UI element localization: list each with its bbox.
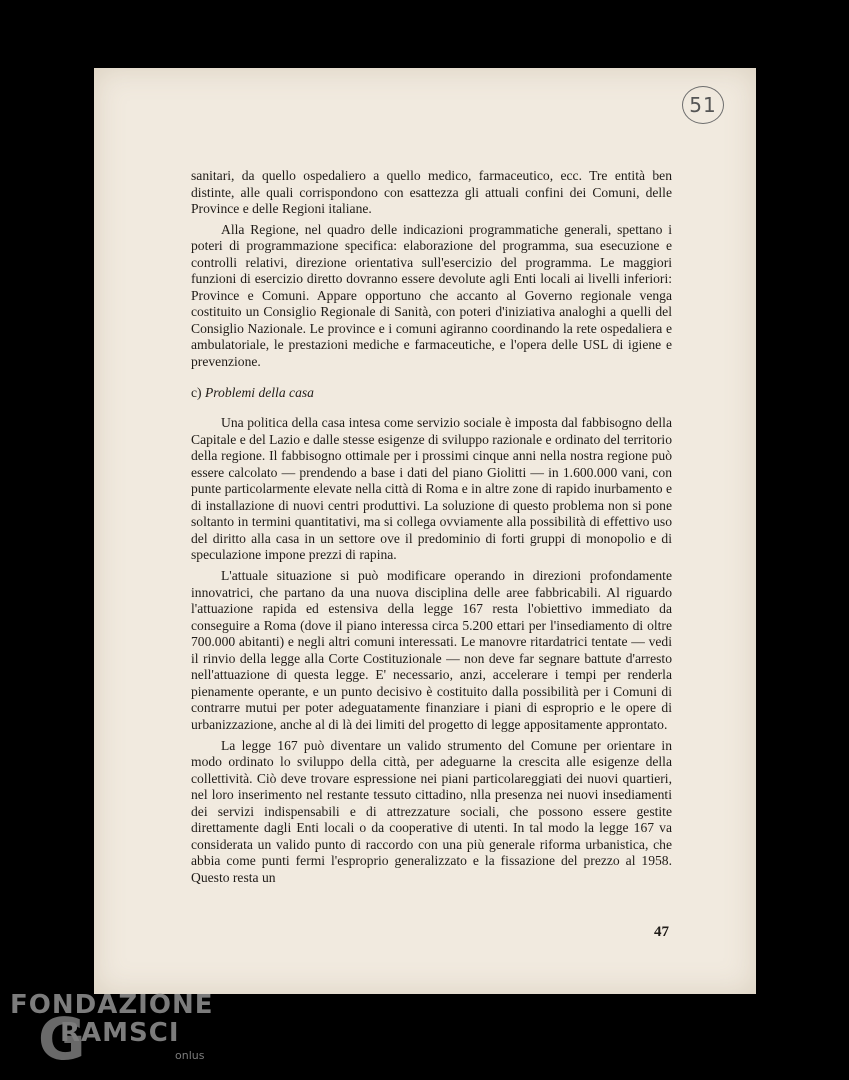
handwritten-note-text: 51 — [689, 93, 717, 117]
page-number: 47 — [654, 924, 669, 940]
paragraph: La legge 167 può diventare un valido strumento del Comune per orientare in modo ordinato lo sviluppo della città, per adeguarne la crescita alle esigenze della collettività. Ciò deve trovare espressione nei piani particolareggiati dei nuovi quartieri, nel loro inserimento nel restante tessuto cittadino, nlla presenza nei nuovi insediamenti dei servizi indispensabili e di attrezzature sociali, che possono essere gestite direttamente dagli Enti locali o da cooperative di utenti. In tal modo la legge 167 va considerata un valido punto di raccordo con una più generale riforma urbanistica, che abbia come punti fermi l'esproprio generalizzato e la fissazione del prezzo al 1958. Questo resta un — [191, 737, 672, 885]
fondazione-gramsci-logo — [10, 990, 230, 1073]
section-heading — [191, 385, 672, 402]
logo-line-1: FONDAZIONE — [10, 990, 214, 1020]
logo-initial: G — [38, 1005, 86, 1073]
paragraph: sanitari, da quello ospedaliero a quello medico, farmaceutico, ecc. Tre entità ben distinte, alle quali corrispondono con esattezza gli attuali confini dei Comuni, delle Province e delle Regioni italiane. — [191, 168, 672, 217]
logo-line-3: onlus — [175, 1049, 205, 1062]
paragraph: Una politica della casa intesa come servizio sociale è imposta dal fabbisogno della Capitale e del Lazio e dalle stesse esigenze di sviluppo razionale e ordinato del territorio della regione. Il fabbisogno ottimale per i prossimi cinque anni nella nostra regione può essere calcolato — prendendo a base i dati del piano Giolitti — in 1.600.000 vani, con punte particolarmente elevate nella città di Roma e in altre zone di rapido inurbamento e di installazione di nuovi centri produttivi. La soluzione di questo problema non si pone soltanto in termini quantitativi, ma si collega ovviamente alla possibilità di effettivo uso del diritto alla casa in un settore ove il predominio di forti gruppi di monopolio e di speculazione impone prezzi di rapina. — [191, 415, 672, 563]
paragraph: Alla Regione, nel quadro delle indicazioni programmatiche generali, spettano i poteri di programmazione specifica: elaborazione del programma, sua esecuzione e controlli relativi, direzione orientativa sull'esercizio del programma. Le maggiori funzioni di esercizio diretto dovranno essere devolute agli Enti locali ai livelli inferiori: Province e Comuni. Appare opportuno che accanto al Governo regionale venga costituito un Consiglio Regionale di Sanità, con poteri d'iniziativa analoghi a quelli del Consiglio Nazionale. Le province e i comuni agiranno coordinando la rete ospedaliera e ambulatoriale, le prestazioni mediche e farmaceutiche, e l'opera delle USL di igiene e prevenzione. — [191, 221, 672, 370]
handwritten-page-note — [682, 86, 724, 124]
section-title: Problemi della casa — [204, 384, 314, 400]
body-text — [191, 168, 672, 886]
logo-line-2: RAMSCI — [60, 1018, 180, 1048]
paragraph: L'attuale situazione si può modificare operando in direzioni profondamente innovatrici, che partano da una nuova disciplina delle aree fabbricabili. Al riguardo l'attuazione rapida ed estensiva della legge 167 resta l'obiettivo immediato da conseguire a Roma (dove il piano interessa circa 5.200 ettari per l'insediamento di oltre 700.000 abitanti) e negli altri comuni interessati. Le manovre ritardatrici tentate — vedi il rinvio della legge alla Corte Costituzionale — non deve far segnare battute d'arresto nell'attuazione di questa legge. E' necessario, anzi, accelerare i tempi per renderla pienamente operante, e un punto decisivo è costituito dalla possibilità per i Comuni di contrarre mutui per poter adeguatamente finanziare i piani di esproprio e le opere di urbanizzazione, anche al di là dei limiti del progetto di legge appositamente approntato. — [191, 568, 672, 732]
section-label: c) — [191, 384, 202, 400]
